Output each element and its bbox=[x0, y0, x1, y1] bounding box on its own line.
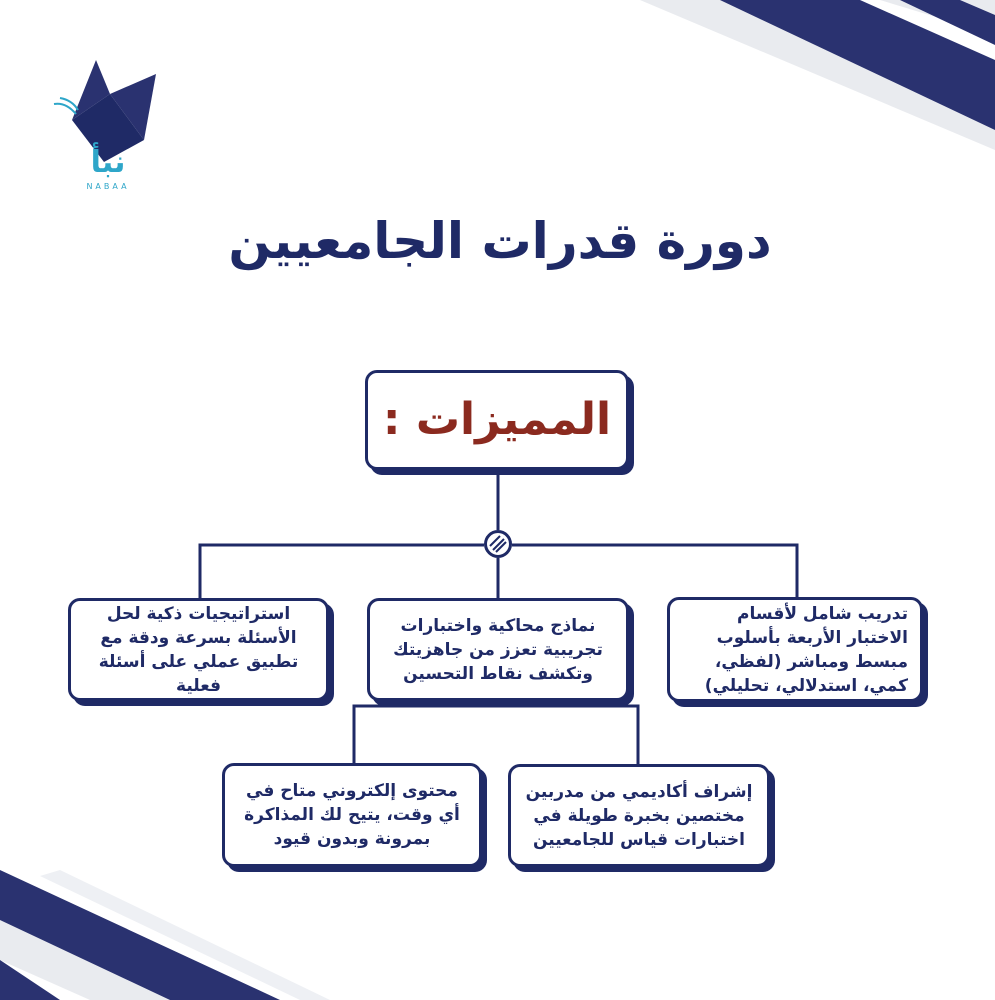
logo-text: نبأ bbox=[90, 145, 126, 180]
features-heading: المميزات : bbox=[382, 394, 612, 445]
hub-stripes-icon bbox=[487, 533, 509, 555]
feature-text: إشراف أكاديمي من مدربين مختصين بخبرة طويلة في اختبارات قياس للجامعيين bbox=[525, 781, 753, 850]
feature-text: محتوى إلكتروني متاح في أي وقت، يتيح لك المذاكرة بمرونة وبدون قيود bbox=[244, 781, 460, 849]
feature-text: نماذج محاكية واختبارات تجريبية تعزز من جاهزيتك وتكشف نقاط التحسين bbox=[393, 615, 603, 684]
features-heading-box bbox=[365, 370, 629, 470]
page-title: دورة قدرات الجامعيين bbox=[228, 212, 772, 270]
feature-box-mock-tests bbox=[367, 598, 629, 701]
feature-text: تدريب شامل لأقسام الاختبار الأربعة بأسلوب مبسط ومباشر (لفظي، كمي، استدلالي، تحليلي) bbox=[704, 603, 908, 696]
logo-subtitle: NABAA bbox=[86, 182, 130, 191]
feature-box-academic-supervision bbox=[508, 764, 770, 867]
diagram-hub-icon bbox=[484, 530, 512, 558]
feature-box-smart-strategies bbox=[68, 598, 329, 701]
feature-text: استراتيجيات ذكية لحل الأسئلة بسرعة ودقة مع تطبيق عملي على أسئلة فعلية bbox=[98, 603, 299, 696]
feature-box-comprehensive-training bbox=[667, 597, 923, 702]
feature-box-online-content bbox=[222, 763, 482, 867]
